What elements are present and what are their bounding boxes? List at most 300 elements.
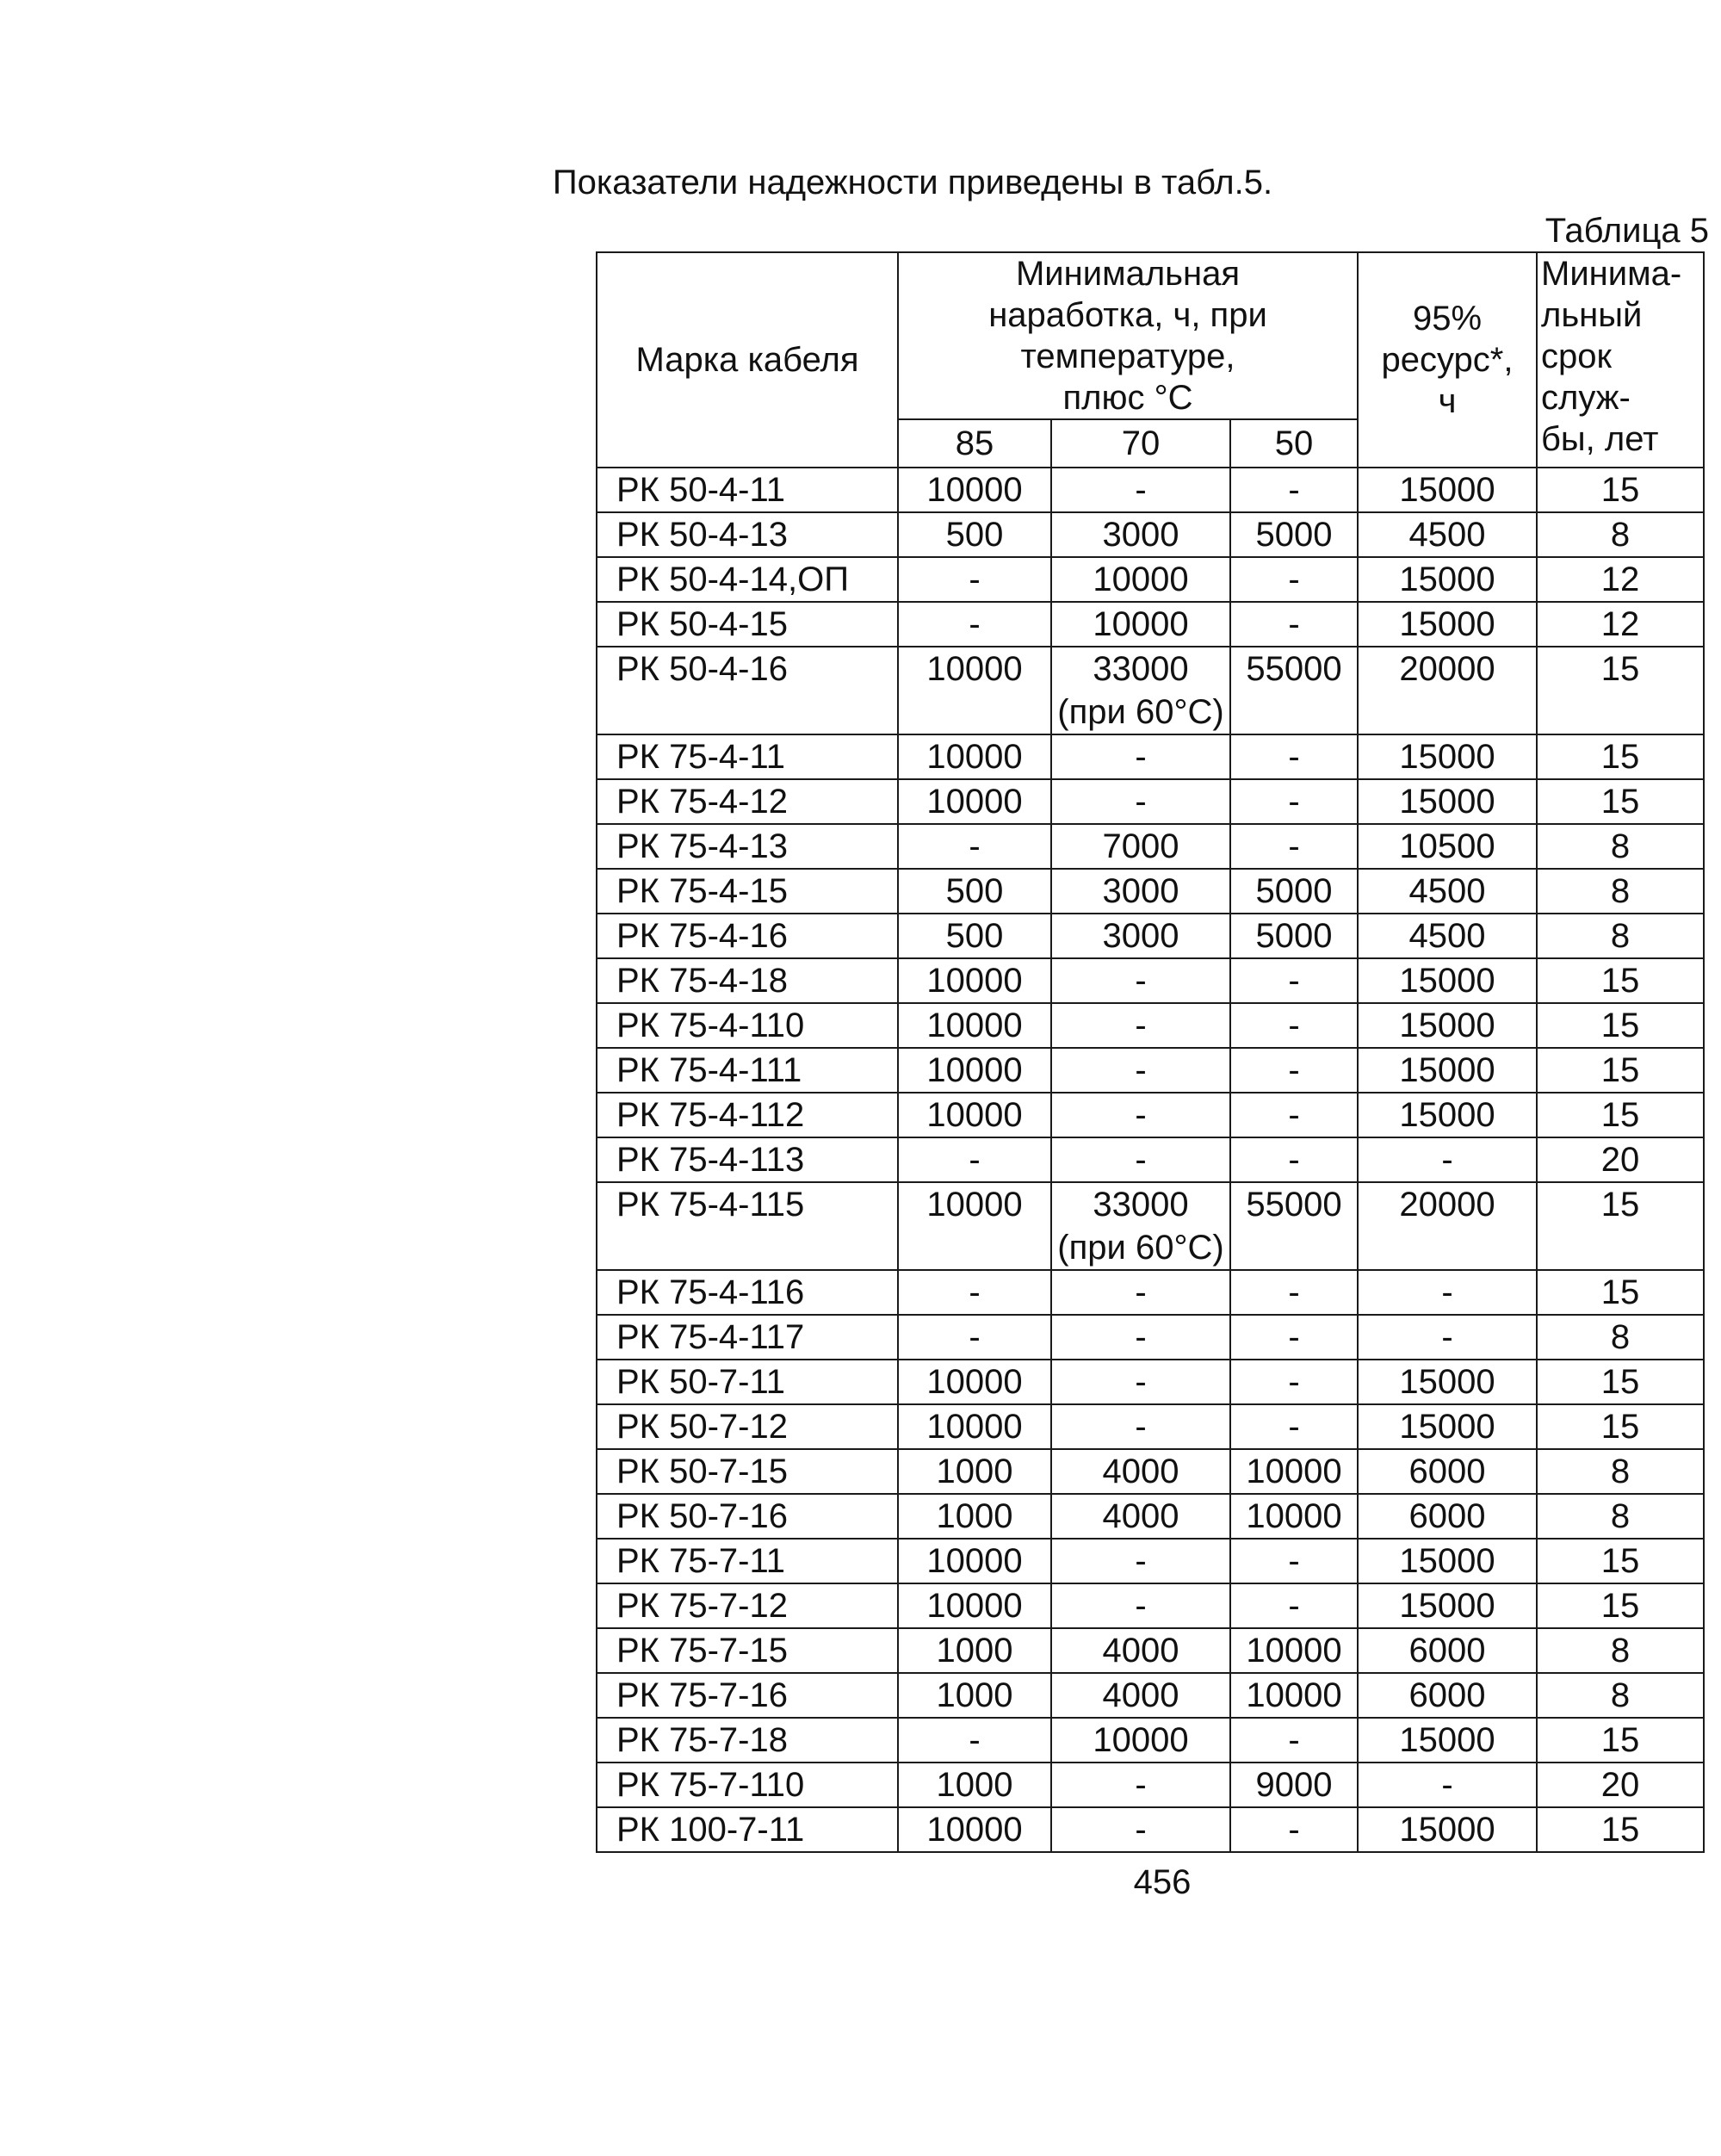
- cell-resource: [1358, 557, 1537, 602]
- cell-runtime-50: [1230, 1182, 1358, 1270]
- cell-runtime-70: [1051, 1137, 1230, 1182]
- table-row: [597, 1628, 1704, 1673]
- cell-runtime-50-value: -: [1288, 1096, 1300, 1134]
- cell-runtime-70: [1051, 1048, 1230, 1093]
- cell-brand: [597, 1718, 898, 1763]
- table-row: [597, 1093, 1704, 1137]
- cell-runtime-85-value: 1000: [936, 1632, 1013, 1670]
- cell-runtime-70-value: -: [1135, 738, 1147, 776]
- table-row: [597, 647, 1704, 734]
- cell-runtime-85-value: 10000: [926, 1096, 1023, 1134]
- cell-brand-value: РК 100-7-11: [616, 1811, 805, 1849]
- cell-service-life: [1537, 1093, 1704, 1137]
- cell-resource: [1358, 779, 1537, 824]
- cell-resource-value: 15000: [1399, 962, 1495, 1000]
- cell-runtime-50: [1230, 1763, 1358, 1807]
- cell-runtime-70: [1051, 1718, 1230, 1763]
- cell-runtime-50-value: -: [1288, 605, 1300, 643]
- cell-runtime-85-value: -: [969, 1141, 981, 1179]
- cell-service-life-value: 15: [1600, 738, 1640, 776]
- cell-resource-value: 15000: [1399, 1363, 1495, 1401]
- cell-runtime-70: [1051, 647, 1230, 734]
- cell-runtime-70-value: -: [1135, 1141, 1147, 1179]
- cell-runtime-50-value: -: [1288, 1273, 1300, 1311]
- cell-brand-value: РК 75-4-112: [616, 1096, 805, 1134]
- cell-brand-value: РК 75-7-15: [616, 1632, 788, 1670]
- cell-runtime-85-value: -: [969, 1721, 981, 1759]
- cell-service-life-value: 8: [1610, 1676, 1631, 1714]
- cell-runtime-85: [898, 869, 1051, 914]
- cell-service-life: [1537, 1404, 1704, 1449]
- cell-runtime-50: [1230, 1404, 1358, 1449]
- cell-runtime-70-value: -: [1135, 1408, 1147, 1446]
- cell-runtime-50-value: 5000: [1255, 516, 1333, 554]
- cell-runtime-50: [1230, 1539, 1358, 1583]
- cell-resource-value: 15000: [1399, 1051, 1495, 1089]
- cell-service-life: [1537, 1494, 1704, 1539]
- cell-resource-value: -: [1441, 1318, 1453, 1356]
- cell-runtime-85: [898, 1315, 1051, 1360]
- cell-brand: [597, 1048, 898, 1093]
- cell-runtime-50-value: -: [1288, 1051, 1300, 1089]
- cell-runtime-85-value: 10000: [926, 1408, 1023, 1446]
- cell-brand-value: РК 75-4-15: [616, 872, 788, 910]
- cell-runtime-70-value: 3000: [1102, 872, 1179, 910]
- cell-runtime-85: [898, 1763, 1051, 1807]
- cell-runtime-50: [1230, 958, 1358, 1003]
- table-row: [597, 824, 1704, 869]
- cell-brand-value: РК 75-4-12: [616, 783, 788, 821]
- cell-resource-value: -: [1441, 1273, 1453, 1311]
- cell-brand: [597, 1270, 898, 1315]
- cell-brand: [597, 779, 898, 824]
- cell-runtime-70: [1051, 958, 1230, 1003]
- cell-brand: [597, 1404, 898, 1449]
- cell-service-life: [1537, 1763, 1704, 1807]
- cell-runtime-50: [1230, 468, 1358, 512]
- cell-runtime-note: (при 60°С): [1057, 1229, 1224, 1267]
- cell-runtime-70: [1051, 1628, 1230, 1673]
- table-row: [597, 1763, 1704, 1807]
- cell-resource: [1358, 512, 1537, 557]
- cell-brand: [597, 602, 898, 647]
- cell-brand-value: РК 50-4-11: [616, 471, 785, 509]
- cell-runtime-70-value: -: [1135, 471, 1147, 509]
- cell-runtime-85-value: 10000: [926, 1363, 1023, 1401]
- cell-runtime-50: [1230, 1494, 1358, 1539]
- cell-service-life: [1537, 1539, 1704, 1583]
- cell-runtime-85-value: 10000: [926, 1186, 1023, 1224]
- cell-brand-value: РК 50-7-15: [616, 1453, 788, 1490]
- cell-brand: [597, 1449, 898, 1494]
- cell-runtime-70-value: 33000: [1093, 1186, 1189, 1224]
- cell-runtime-50-value: 10000: [1246, 1632, 1342, 1670]
- cell-runtime-50: [1230, 914, 1358, 958]
- cell-service-life-value: 8: [1610, 917, 1631, 955]
- cell-runtime-50: [1230, 1673, 1358, 1718]
- cell-runtime-70-value: 7000: [1102, 827, 1179, 865]
- cell-runtime-85: [898, 779, 1051, 824]
- cell-resource-value: 15000: [1399, 783, 1495, 821]
- cell-brand: [597, 1003, 898, 1048]
- cell-runtime-50-value: -: [1288, 1721, 1300, 1759]
- cell-runtime-70-value: -: [1135, 1811, 1147, 1849]
- cell-runtime-85: [898, 914, 1051, 958]
- cell-resource: [1358, 1628, 1537, 1673]
- cell-runtime-50-value: -: [1288, 1542, 1300, 1580]
- cell-runtime-50: [1230, 824, 1358, 869]
- cell-brand-value: РК 75-7-18: [616, 1721, 788, 1759]
- cell-runtime-50-value: 5000: [1255, 917, 1333, 955]
- cell-brand-value: РК 75-7-12: [616, 1587, 788, 1625]
- cell-resource-value: 15000: [1399, 1542, 1495, 1580]
- cell-runtime-85: [898, 1673, 1051, 1718]
- cell-service-life: [1537, 1673, 1704, 1718]
- cell-resource: [1358, 1718, 1537, 1763]
- table-row: [597, 1315, 1704, 1360]
- cell-runtime-50: [1230, 1449, 1358, 1494]
- cell-resource-value: 15000: [1399, 1587, 1495, 1625]
- cell-resource-value: 15000: [1399, 1811, 1495, 1849]
- cell-brand-value: РК 75-7-11: [616, 1542, 785, 1580]
- cell-runtime-50-value: 5000: [1255, 872, 1333, 910]
- cell-resource-value: 20000: [1399, 1186, 1495, 1224]
- table-row: [597, 1182, 1704, 1270]
- cell-resource-value: -: [1441, 1141, 1453, 1179]
- cell-runtime-70: [1051, 869, 1230, 914]
- cell-service-life: [1537, 1628, 1704, 1673]
- cell-resource-value: 20000: [1399, 650, 1495, 688]
- cell-service-life: [1537, 1807, 1704, 1852]
- table-row: [597, 1449, 1704, 1494]
- cell-runtime-70-value: 4000: [1102, 1632, 1179, 1670]
- cell-runtime-85-value: 10000: [926, 1051, 1023, 1089]
- cell-runtime-50-value: -: [1288, 783, 1300, 821]
- table-row: [597, 557, 1704, 602]
- cell-service-life-value: 15: [1600, 1587, 1640, 1625]
- cell-runtime-50: [1230, 1048, 1358, 1093]
- cell-runtime-85-value: -: [969, 1318, 981, 1356]
- cell-runtime-85-value: 10000: [926, 783, 1023, 821]
- table-row: [597, 1807, 1704, 1852]
- cell-runtime-85: [898, 557, 1051, 602]
- cell-resource: [1358, 1137, 1537, 1182]
- cell-runtime-50: [1230, 1270, 1358, 1315]
- cell-resource: [1358, 1360, 1537, 1404]
- cell-service-life-value: 15: [1600, 962, 1640, 1000]
- cell-runtime-50-value: -: [1288, 471, 1300, 509]
- cell-runtime-70: [1051, 1583, 1230, 1628]
- cell-service-life: [1537, 1718, 1704, 1763]
- table-caption: Таблица 5: [1545, 212, 1709, 250]
- cell-runtime-50: [1230, 1718, 1358, 1763]
- cell-runtime-50-value: -: [1288, 1318, 1300, 1356]
- table-header: [597, 252, 1704, 468]
- cell-runtime-70: [1051, 1315, 1230, 1360]
- cell-runtime-50-value: 10000: [1246, 1676, 1342, 1714]
- cell-runtime-50-value: 55000: [1246, 650, 1342, 688]
- cell-runtime-70: [1051, 1763, 1230, 1807]
- table-body: [597, 468, 1704, 1852]
- cell-runtime-50: [1230, 1003, 1358, 1048]
- cell-runtime-85: [898, 1360, 1051, 1404]
- cell-runtime-85-value: 10000: [926, 738, 1023, 776]
- cell-service-life-value: 15: [1600, 1408, 1640, 1446]
- cell-brand-value: РК 50-4-15: [616, 605, 788, 643]
- cell-runtime-70-value: 3000: [1102, 917, 1179, 955]
- cell-runtime-85-value: 1000: [936, 1766, 1013, 1804]
- cell-brand: [597, 869, 898, 914]
- cell-resource-value: 15000: [1399, 738, 1495, 776]
- cell-service-life: [1537, 602, 1704, 647]
- cell-resource-value: 4500: [1408, 872, 1486, 910]
- table-row: [597, 1003, 1704, 1048]
- cell-resource: [1358, 468, 1537, 512]
- table-row: [597, 914, 1704, 958]
- cell-service-life: [1537, 779, 1704, 824]
- cell-runtime-70-value: -: [1135, 783, 1147, 821]
- cell-service-life-value: 15: [1600, 1007, 1640, 1044]
- cell-runtime-50-value: -: [1288, 962, 1300, 1000]
- cell-runtime-50: [1230, 779, 1358, 824]
- cell-runtime-70-value: -: [1135, 1273, 1147, 1311]
- cell-runtime-70-value: -: [1135, 1318, 1147, 1356]
- cell-runtime-70: [1051, 512, 1230, 557]
- cell-runtime-70: [1051, 779, 1230, 824]
- cell-service-life: [1537, 914, 1704, 958]
- cell-runtime-70-value: 10000: [1093, 561, 1189, 598]
- cell-brand-value: РК 75-4-18: [616, 962, 788, 1000]
- cell-resource: [1358, 1807, 1537, 1852]
- table-row: [597, 779, 1704, 824]
- cell-runtime-70-value: 4000: [1102, 1497, 1179, 1535]
- cell-runtime-70-value: -: [1135, 1096, 1147, 1134]
- cell-resource-value: 6000: [1408, 1632, 1486, 1670]
- table-row: [597, 1718, 1704, 1763]
- cell-runtime-85-value: 500: [945, 516, 1004, 554]
- cell-service-life: [1537, 869, 1704, 914]
- cell-service-life-value: 15: [1600, 1542, 1640, 1580]
- cell-resource-value: -: [1441, 1766, 1453, 1804]
- table-row: [597, 1583, 1704, 1628]
- cell-runtime-50: [1230, 1360, 1358, 1404]
- cell-service-life: [1537, 734, 1704, 779]
- table-row: [597, 1673, 1704, 1718]
- cell-brand: [597, 1137, 898, 1182]
- cell-runtime-70-value: -: [1135, 1051, 1147, 1089]
- cell-resource: [1358, 1182, 1537, 1270]
- cell-runtime-70: [1051, 1404, 1230, 1449]
- cell-brand-value: РК 75-4-16: [616, 917, 788, 955]
- table-row: [597, 1404, 1704, 1449]
- cell-runtime-50: [1230, 1583, 1358, 1628]
- cell-runtime-85-value: 10000: [926, 1007, 1023, 1044]
- cell-runtime-85-value: -: [969, 561, 981, 598]
- cell-service-life-value: 8: [1610, 872, 1631, 910]
- cell-runtime-50: [1230, 734, 1358, 779]
- cell-service-life: [1537, 1048, 1704, 1093]
- cell-brand: [597, 1494, 898, 1539]
- cell-runtime-85: [898, 1449, 1051, 1494]
- cell-brand-value: РК 75-4-113: [616, 1141, 805, 1179]
- cell-brand: [597, 958, 898, 1003]
- cell-runtime-70-value: 10000: [1093, 605, 1189, 643]
- cell-service-life: [1537, 1360, 1704, 1404]
- cell-runtime-70-value: 3000: [1102, 516, 1179, 554]
- cell-service-life: [1537, 1003, 1704, 1048]
- cell-service-life: [1537, 1137, 1704, 1182]
- cell-runtime-50-value: 55000: [1246, 1186, 1342, 1224]
- table-row: [597, 1137, 1704, 1182]
- cell-resource-value: 6000: [1408, 1453, 1486, 1490]
- cell-service-life-value: 8: [1610, 1453, 1631, 1490]
- cell-service-life: [1537, 1270, 1704, 1315]
- header-temp-50: 50: [1230, 419, 1358, 468]
- table-row: [597, 958, 1704, 1003]
- cell-runtime-85: [898, 1182, 1051, 1270]
- cell-brand: [597, 557, 898, 602]
- cell-runtime-85: [898, 512, 1051, 557]
- header-brand: Марка кабеля: [597, 252, 898, 468]
- cell-runtime-70: [1051, 602, 1230, 647]
- cell-runtime-50: [1230, 647, 1358, 734]
- cell-runtime-50: [1230, 1807, 1358, 1852]
- cell-brand-value: РК 50-7-16: [616, 1497, 788, 1535]
- cell-resource-value: 15000: [1399, 1007, 1495, 1044]
- cell-brand: [597, 1763, 898, 1807]
- intro-text: Показатели надежности приведены в табл.5.: [552, 164, 1273, 201]
- cell-runtime-70: [1051, 468, 1230, 512]
- cell-resource-value: 4500: [1408, 917, 1486, 955]
- cell-runtime-85: [898, 1048, 1051, 1093]
- cell-runtime-50-value: -: [1288, 1587, 1300, 1625]
- header-temp-70: 70: [1051, 419, 1230, 468]
- cell-service-life: [1537, 1315, 1704, 1360]
- cell-service-life-value: 15: [1600, 1721, 1640, 1759]
- cell-brand: [597, 914, 898, 958]
- cell-resource-value: 15000: [1399, 1721, 1495, 1759]
- cell-service-life-value: 15: [1600, 1273, 1640, 1311]
- cell-brand-value: РК 75-4-117: [616, 1318, 805, 1356]
- cell-runtime-70-value: -: [1135, 1007, 1147, 1044]
- cell-runtime-50: [1230, 1137, 1358, 1182]
- cell-resource: [1358, 1003, 1537, 1048]
- cell-resource: [1358, 1093, 1537, 1137]
- cell-service-life: [1537, 468, 1704, 512]
- cell-service-life: [1537, 647, 1704, 734]
- cell-runtime-85: [898, 468, 1051, 512]
- cell-runtime-85-value: -: [969, 1273, 981, 1311]
- cell-runtime-70: [1051, 1494, 1230, 1539]
- cell-runtime-50: [1230, 869, 1358, 914]
- cell-service-life-value: 8: [1610, 827, 1631, 865]
- cell-runtime-70-value: -: [1135, 1542, 1147, 1580]
- cell-runtime-70-value: -: [1135, 1587, 1147, 1625]
- cell-brand-value: РК 75-4-116: [616, 1273, 805, 1311]
- cell-runtime-50: [1230, 1315, 1358, 1360]
- cell-resource-value: 10500: [1399, 827, 1495, 865]
- cell-resource: [1358, 1404, 1537, 1449]
- cell-resource: [1358, 824, 1537, 869]
- cell-brand-value: РК 75-7-110: [616, 1766, 805, 1804]
- cell-runtime-50-value: -: [1288, 1811, 1300, 1849]
- cell-runtime-85: [898, 1270, 1051, 1315]
- cell-resource: [1358, 1315, 1537, 1360]
- cell-brand: [597, 1807, 898, 1852]
- cell-runtime-50: [1230, 1093, 1358, 1137]
- cell-resource-value: 15000: [1399, 561, 1495, 598]
- cell-runtime-70: [1051, 1003, 1230, 1048]
- cell-runtime-70-value: 33000: [1093, 650, 1189, 688]
- cell-resource-value: 6000: [1408, 1676, 1486, 1714]
- cell-service-life: [1537, 1583, 1704, 1628]
- cell-service-life-value: 8: [1610, 1318, 1631, 1356]
- cell-brand: [597, 824, 898, 869]
- cell-runtime-70: [1051, 1093, 1230, 1137]
- cell-runtime-85: [898, 1628, 1051, 1673]
- cell-resource-value: 15000: [1399, 1096, 1495, 1134]
- cell-runtime-50: [1230, 1628, 1358, 1673]
- cell-runtime-85-value: 10000: [926, 1587, 1023, 1625]
- cell-runtime-50-value: -: [1288, 1007, 1300, 1044]
- cell-brand-value: РК 75-4-110: [616, 1007, 805, 1044]
- cell-runtime-85: [898, 1093, 1051, 1137]
- cell-brand: [597, 1583, 898, 1628]
- cell-runtime-85: [898, 734, 1051, 779]
- cell-brand: [597, 1539, 898, 1583]
- cell-resource-value: 6000: [1408, 1497, 1486, 1535]
- cell-service-life-value: 15: [1600, 471, 1640, 509]
- cell-service-life-value: 8: [1610, 516, 1631, 554]
- cell-runtime-70: [1051, 1182, 1230, 1270]
- cell-resource-value: 15000: [1399, 1408, 1495, 1446]
- cell-service-life-value: 12: [1600, 561, 1640, 598]
- cell-service-life-value: 12: [1600, 605, 1640, 643]
- cell-runtime-85-value: 10000: [926, 1542, 1023, 1580]
- cell-brand: [597, 468, 898, 512]
- cell-runtime-50: [1230, 602, 1358, 647]
- cell-resource-value: 15000: [1399, 605, 1495, 643]
- cell-brand: [597, 1093, 898, 1137]
- cell-resource: [1358, 1583, 1537, 1628]
- table-row: [597, 869, 1704, 914]
- page-number: 456: [1133, 1863, 1192, 1901]
- cell-runtime-50: [1230, 512, 1358, 557]
- cell-runtime-70: [1051, 1360, 1230, 1404]
- table-row: [597, 468, 1704, 512]
- header-service-life: Минима- льный срок служ- бы, лет: [1537, 252, 1704, 468]
- cell-brand-value: РК 75-7-16: [616, 1676, 788, 1714]
- cell-runtime-85-value: -: [969, 827, 981, 865]
- cell-service-life: [1537, 512, 1704, 557]
- cell-runtime-70: [1051, 1449, 1230, 1494]
- cell-resource: [1358, 602, 1537, 647]
- cell-runtime-50-value: -: [1288, 1408, 1300, 1446]
- header-min-runtime: Минимальная наработка, ч, при температуре, плюс °С: [898, 252, 1358, 419]
- cell-runtime-70-value: -: [1135, 1766, 1147, 1804]
- cell-service-life-value: 15: [1600, 1811, 1640, 1849]
- cell-brand-value: РК 50-7-11: [616, 1363, 785, 1401]
- cell-service-life-value: 15: [1600, 1186, 1640, 1224]
- table-row: [597, 512, 1704, 557]
- cell-runtime-85: [898, 602, 1051, 647]
- cell-resource: [1358, 1539, 1537, 1583]
- cell-runtime-85: [898, 1539, 1051, 1583]
- cell-runtime-85: [898, 1718, 1051, 1763]
- cell-runtime-85: [898, 958, 1051, 1003]
- cell-runtime-85: [898, 647, 1051, 734]
- cell-service-life-value: 15: [1600, 650, 1640, 688]
